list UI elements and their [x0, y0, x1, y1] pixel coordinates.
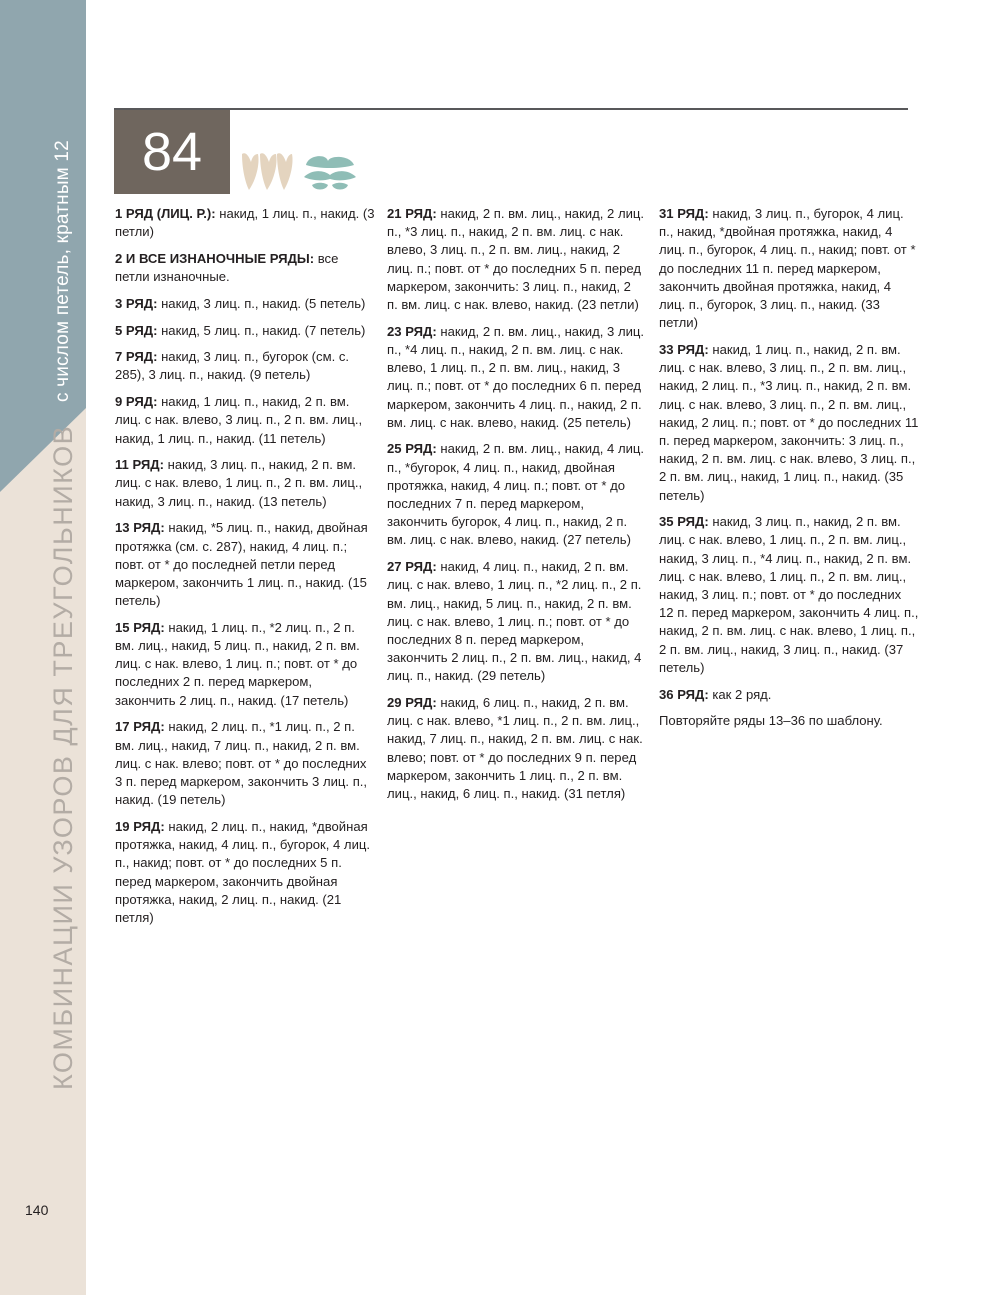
- pattern-row: 17 РЯД: накид, 2 лиц. п., *1 лиц. п., 2 п. вм. лиц., накид, 7 лиц. п., накид, 2 п. вм. лиц. с нак. влево; повт. от * до последних 3 п. перед маркером, закончить 3 лиц. п., накид. (19 петель): [115, 719, 368, 808]
- bobble-symbol-icon: [302, 153, 358, 193]
- pattern-row: 1 РЯД (ЛИЦ. Р.): накид, 1 лиц. п., накид. (3 петли): [115, 206, 375, 240]
- section-title: КОМБИНАЦИИ УЗОРОВ ДЛЯ ТРЕУГОЛЬНИКОВ: [48, 424, 78, 1090]
- pattern-row: 15 РЯД: накид, 1 лиц. п., *2 лиц. п., 2 п. вм. лиц., накид, 5 лиц. п., накид, 2 п. вм. лиц. с нак. влево, 1 лиц. п.; повт. от * до последних 2 п. перед маркером, закончить 2 лиц. п., накид. (17 петель): [115, 619, 360, 708]
- pattern-row: 19 РЯД: накид, 2 лиц. п., накид, *двойная протяжка, накид, 4 лиц. п., бугорок, 4 лиц. п., накид; повт. от * до последних 5 п. перед маркером, закончить двойная протяжка, накид, 2 лиц. п., накид. (21 петля): [115, 818, 371, 925]
- instructions-column-3: [659, 205, 919, 739]
- pattern-row: 23 РЯД: накид, 2 п. вм. лиц., накид, 3 лиц. п., *4 лиц. п., накид, 2 п. вм. лиц. с нак. влево, 1 лиц. п., 2 п. вм. лиц., накид, 3 лиц. п.; повт. от * до последних 6 п. перед маркером, закончить 4 лиц. п., накид, 2 п. вм. лиц. с нак. влево, накид. (25 петель): [387, 323, 645, 430]
- pattern-row: 5 РЯД: накид, 5 лиц. п., накид. (7 петель): [115, 322, 366, 338]
- instructions-column-1: [115, 205, 375, 936]
- sidebar: [0, 0, 86, 1295]
- pattern-row: 31 РЯД: накид, 3 лиц. п., бугорок, 4 лиц. п., накид, *двойная протяжка, накид, 4 лиц. п., бугорок, 4 лиц. п., накид; повт. от * до последних 11 п. перед маркером, закончить двойная протяжка, накид, 4 лиц. п., бугорок, 3 лиц. п., накид. (33 петли): [659, 206, 916, 331]
- pattern-row: 33 РЯД: накид, 1 лиц. п., накид, 2 п. вм. лиц. с нак. влево, 3 лиц. п., 2 п. вм. лиц., накид, 2 лиц. п., *3 лиц. п., накид, 2 п. вм. лиц. с нак. влево, 3 лиц. п., 2 п. вм. лиц., накид, 2 лиц. п.; повт. от * до последних 11 п. перед маркером, закончить: 3 лиц. п., накид, 2 п. вм. лиц. с нак. влево, 3 лиц. п., 2 п. вм. лиц., накид, 1 лиц. п., накид. (35 петель): [659, 341, 919, 503]
- pattern-number: 84: [114, 110, 230, 194]
- pattern-row: 29 РЯД: накид, 6 лиц. п., накид, 2 п. вм. лиц. с нак. влево, *1 лиц. п., 2 п. вм. лиц., накид, 7 лиц. п., накид, 2 п. вм. лиц. с нак. влево; повт. от * до последних 9 п. перед маркером, закончить 1 лиц. п., 2 п. вм. лиц., накид, 6 лиц. п., накид. (31 петля): [387, 695, 643, 802]
- pattern-row: 9 РЯД: накид, 1 лиц. п., накид, 2 п. вм. лиц. с нак. влево, 3 лиц. п., 2 п. вм. лиц., накид, 1 лиц. п., накид. (11 петель): [115, 394, 363, 446]
- knit-stitch-symbol-icon: [240, 150, 294, 194]
- pattern-row: 36 РЯД: как 2 ряд.: [659, 686, 772, 702]
- pattern-row: 27 РЯД: накид, 4 лиц. п., накид, 2 п. вм. лиц. с нак. влево, 1 лиц. п., *2 лиц. п., 2 п. вм. лиц., накид, 5 лиц. п., накид, 2 п. вм. лиц. с нак. влево, 1 лиц. п.; повт. от * до последних 8 п. перед маркером, закончить 2 лиц. п., 2 п. вм. лиц., накид, 4 лиц. п., накид. (29 петель): [387, 559, 642, 684]
- instructions-column-2: [387, 205, 645, 812]
- pattern-row: 2 И ВСЕ ИЗНАНОЧНЫЕ РЯДЫ: все петли изнаночные.: [115, 250, 339, 285]
- pattern-row: 25 РЯД: накид, 2 п. вм. лиц., накид, 4 лиц. п., *бугорок, 4 лиц. п., накид, двойная протяжка, накид, 4 лиц. п.; повт. от * до последних 7 п. перед маркером, закончить бугорок, 4 лиц. п., накид, 2 п. вм. лиц. с нак. влево, накид. (27 петель): [387, 441, 645, 548]
- repeat-note: Повторяйте ряды 13–36 по шаблону.: [659, 713, 883, 729]
- pattern-row: 13 РЯД: накид, *5 лиц. п., накид, двойная протяжка (см. с. 287), накид, 4 лиц. п.; повт. от * до последней петли перед маркером, закончить 1 лиц. п., накид. (15 петель): [115, 520, 368, 609]
- section-subtitle: с числом петель, кратным 12: [52, 140, 73, 402]
- page-number: 140: [25, 1202, 49, 1218]
- pattern-row: 21 РЯД: накид, 2 п. вм. лиц., накид, 2 лиц. п., *3 лиц. п., накид, 2 п. вм. лиц. с нак. влево, 3 лиц. п., 2 п. вм. лиц., накид, 2 лиц. п.; повт. от * до последних 5 п. перед маркером, закончить: 3 лиц. п., накид, 2 п. вм. лиц. с нак. влево, накид. (23 петли): [387, 206, 645, 313]
- pattern-row: 11 РЯД: накид, 3 лиц. п., накид, 2 п. вм. лиц. с нак. влево, 1 лиц. п., 2 п. вм. лиц., накид, 3 лиц. п., накид. (13 петель): [115, 457, 363, 509]
- pattern-row: 3 РЯД: накид, 3 лиц. п., накид. (5 петель): [115, 295, 366, 311]
- header-rule: [114, 108, 908, 110]
- pattern-row: 7 РЯД: накид, 3 лиц. п., бугорок (см. с. 285), 3 лиц. п., накид. (9 петель): [115, 349, 350, 383]
- pattern-row: 35 РЯД: накид, 3 лиц. п., накид, 2 п. вм. лиц. с нак. влево, 1 лиц. п., 2 п. вм. лиц., накид, 3 лиц. п., *4 лиц. п., накид, 2 п. вм. лиц. с нак. влево, 1 лиц. п., 2 п. вм. лиц., накид, 3 лиц. п.; повт. от * до последних 12 п. перед маркером, закончить 4 лиц. п., накид, 2 п. вм. лиц. с нак. влево, 1 лиц. п., 2 п. вм. лиц., накид, 3 лиц. п., накид. (37 петель): [659, 514, 919, 675]
